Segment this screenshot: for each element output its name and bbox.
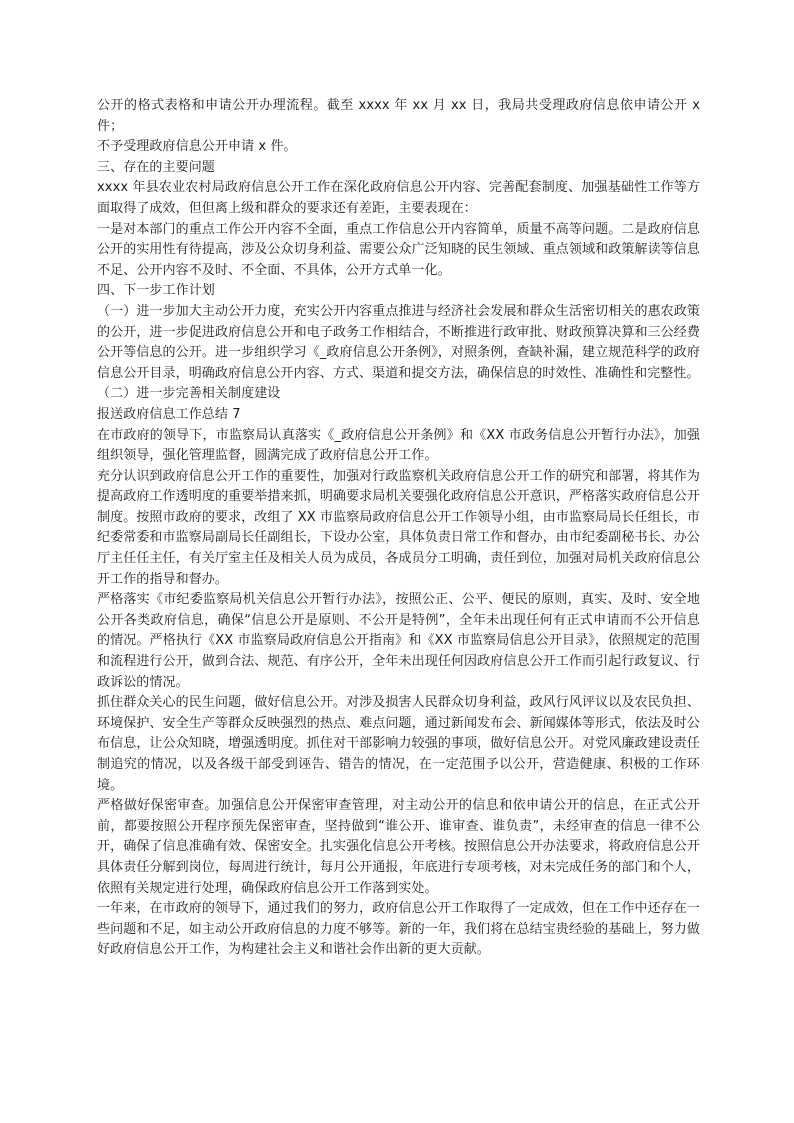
paragraph-11: 一年来，在市政府的领导下，通过我们的努力，政府信息公开工作取得了一定成效，但在工作中还存在一些问题和不足，如主动公开政府信息的力度不够等。新的一年，我们将在总结宝贵经验的基础上，努力做好政府信息公开工作，为构建社会主义和谐社会作出新的更大贡献。 <box>97 901 700 958</box>
paragraph-4: 一是对本部门的重点工作公开内容不全面，重点工作信息公开内容简单，质量不高等问题。二是政府信息公开的实用性有待提高，涉及公众切身利益、需要公众广泛知晓的民生领域、重点领域和政策解读等信息不足、公开内容不及时、不全面、不具体，公开方式单一化。 <box>97 221 700 278</box>
paragraph-3: xxxx 年县农业农村局政府信息公开工作在深化政府信息公开内容、完善配套制度、加强基础性工作等方面取得了成效，但但离上级和群众的要求还有差距，主要表现在： <box>97 180 700 216</box>
document-body <box>97 96 700 961</box>
paragraph-2: 不予受理政府信息公开申请 x 件。 <box>97 139 297 155</box>
section-heading-plan: 四、下一步工作计划 <box>97 283 215 299</box>
report-title-7: 报送政府信息工作总结 7 <box>97 406 241 422</box>
paragraph-5: （一）进一步加大主动公开力度，充实公开内容重点推进与经济社会发展和群众生活密切相关的惠农政策的公开，进一步促进政府信息公开和电子政务工作相结合，不断推进行政审批、财政预算决算和三公经费公开等信息的公开。进一步组织学习《_政府信息公开条例》，对照条例，查缺补漏，建立规范科学的政府信息公开目录，明确政府信息公开内容、方式、渠道和提交方法，确保信息的时效性、准确性和完整性。 <box>97 303 700 381</box>
paragraph-8: 严格落实《市纪委监察局机关信息公开暂行办法》，按照公正、公平、便民的原则，真实、及时、安全地公开各类政府信息，确保“信息公开是原则、不公开是特例”，全年未出现任何有正式申请而不公开信息的情况。严格执行《XX 市监察局政府信息公开指南》和《XX 市监察局信息公开目录》，依照规定的范围和流程进行公开，做到合法、规范、有序公开，全年未出现任何因政府信息公开工作而引起行政复议、行政诉讼的情况。 <box>97 592 700 690</box>
paragraph-6: 在市政府的领导下，市监察局认真落实《_政府信息公开条例》和《XX 市政务信息公开暂行办法》，加强组织领导，强化管理监督，圆满完成了政府信息公开工作。 <box>97 427 700 464</box>
paragraph-9: 抓住群众关心的民生问题，做好信息公开。对涉及损害人民群众切身利益，政风行风评议以及农民负担、环境保护、安全生产等群众反映强烈的热点、难点问题，通过新闻发布会、新闻媒体等形式，依法及时公布信息，让公众知晓，增强透明度。抓住对干部影响力较强的事项，做好信息公开。对党风廉政建设责任制追究的情况，以及各级干部受到诬告、错告的情况，在一定范围予以公开，营造健康、积极的工作环境。 <box>97 695 700 793</box>
paragraph-7: 充分认识到政府信息公开工作的重要性，加强对行政监察机关政府信息公开工作的研究和部署，将其作为提高政府工作透明度的重要举措来抓，明确要求局机关要强化政府信息公开意识，严格落实政府信息公开制度。按照市政府的要求，改组了 XX 市监察局政府信息公开工作领导小组，由市监察局局长任组长，市纪委常委和市监察局副局长任副组长，下设办公室，具体负责日常工作和督办，由市纪委副秘书长、办公厅主任任主任，有关厅室主任及相关人员为成员，各成员分工明确，责任到位，加强对局机关政府信息公开工作的指导和督办。 <box>97 468 700 587</box>
section-heading-problems: 三、存在的主要问题 <box>97 159 215 175</box>
paragraph-1: 公开的格式表格和申请公开办理流程。截至 xxxx 年 xx 月 xx 日，我局共受理政府信息依申请公开 x 件； <box>97 98 700 134</box>
subheading-system: （二）进一步完善相关制度建设 <box>97 386 281 402</box>
paragraph-10: 严格做好保密审查。加强信息公开保密审查管理，对主动公开的信息和依申请公开的信息，在正式公开前，都要按照公开程序预先保密审查，坚持做到“谁公开、谁审查、谁负责”，未经审查的信息一律不公开，确保了信息准确有效、保密安全。扎实强化信息公开考核。按照信息公开办法要求，将政府信息公开具体责任分解到岗位，每周进行统计，每月公开通报，年底进行专项考核，对未完成任务的部门和个人，依照有关规定进行处理，确保政府信息公开工作落到实处。 <box>97 798 700 896</box>
